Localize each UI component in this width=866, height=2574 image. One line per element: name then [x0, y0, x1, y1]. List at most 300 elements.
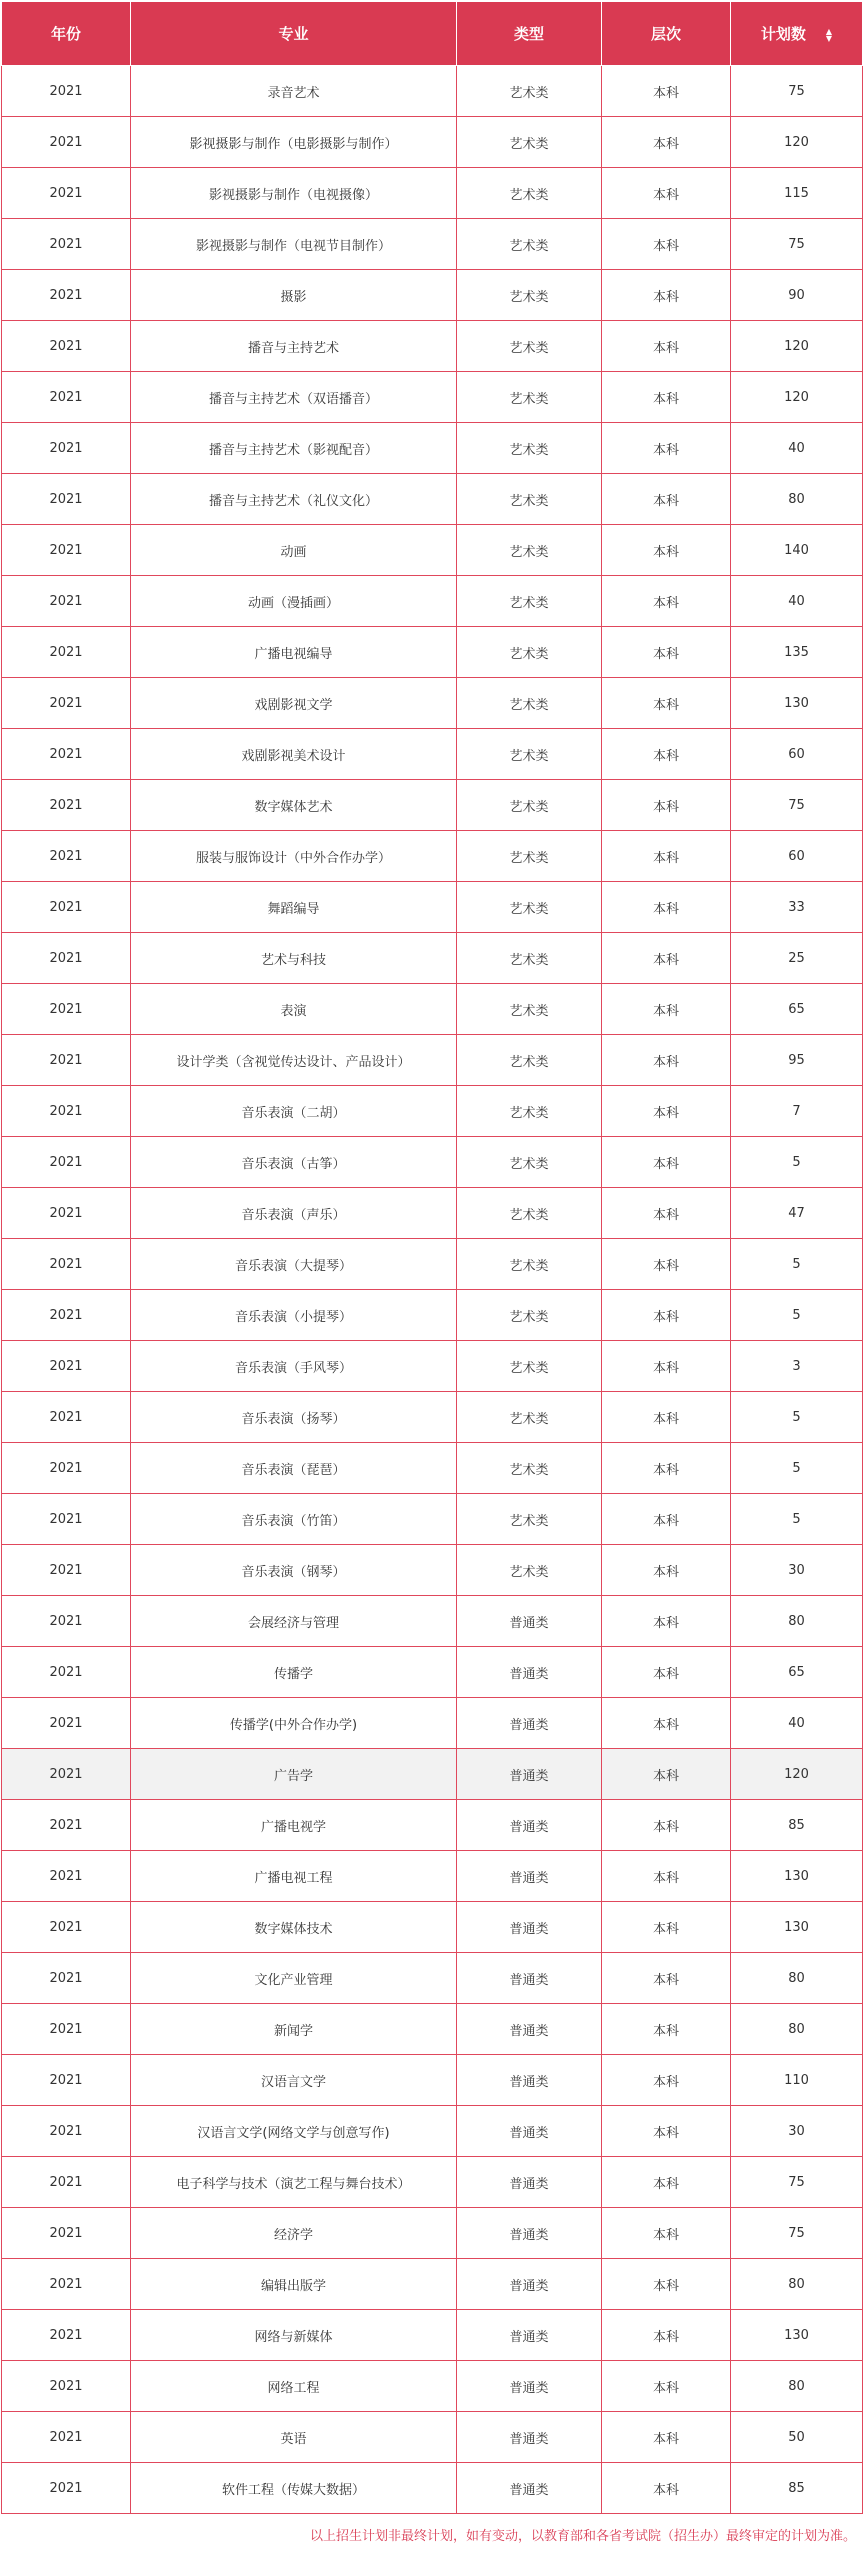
cell-year: 2021	[2, 1902, 131, 1953]
table-row	[2, 1800, 863, 1851]
header-level[interactable]	[602, 2, 731, 66]
cell-type: 艺术类	[457, 780, 602, 831]
table-row	[2, 1392, 863, 1443]
cell-type: 艺术类	[457, 168, 602, 219]
cell-type: 艺术类	[457, 372, 602, 423]
cell-major: 广播电视编导	[131, 627, 457, 678]
cell-plan-count: 5	[731, 1137, 863, 1188]
cell-year: 2021	[2, 1596, 131, 1647]
cell-year: 2021	[2, 1086, 131, 1137]
table-row	[2, 780, 863, 831]
cell-major: 网络与新媒体	[131, 2310, 457, 2361]
table-row	[2, 525, 863, 576]
cell-level: 本科	[602, 882, 731, 933]
cell-level: 本科	[602, 1035, 731, 1086]
cell-major: 影视摄影与制作（电视节目制作）	[131, 219, 457, 270]
cell-major: 传播学	[131, 1647, 457, 1698]
cell-level: 本科	[602, 1239, 731, 1290]
header-major-label: 专业	[278, 25, 309, 43]
cell-plan-count: 60	[731, 831, 863, 882]
cell-major: 汉语言文学	[131, 2055, 457, 2106]
cell-plan-count: 120	[731, 1749, 863, 1800]
cell-type: 艺术类	[457, 1494, 602, 1545]
cell-type: 艺术类	[457, 1188, 602, 1239]
cell-type: 艺术类	[457, 474, 602, 525]
cell-year: 2021	[2, 1494, 131, 1545]
cell-major: 摄影	[131, 270, 457, 321]
cell-major: 音乐表演（声乐）	[131, 1188, 457, 1239]
cell-level: 本科	[602, 627, 731, 678]
cell-level: 本科	[602, 219, 731, 270]
cell-type: 艺术类	[457, 66, 602, 117]
cell-year: 2021	[2, 1953, 131, 2004]
cell-year: 2021	[2, 1188, 131, 1239]
cell-plan-count: 135	[731, 627, 863, 678]
cell-plan-count: 120	[731, 117, 863, 168]
table-row	[2, 2259, 863, 2310]
cell-year: 2021	[2, 219, 131, 270]
cell-level: 本科	[602, 2361, 731, 2412]
cell-plan-count: 120	[731, 321, 863, 372]
cell-level: 本科	[602, 1698, 731, 1749]
cell-major: 传播学(中外合作办学)	[131, 1698, 457, 1749]
cell-major: 动画	[131, 525, 457, 576]
cell-major: 英语	[131, 2412, 457, 2463]
cell-year: 2021	[2, 1392, 131, 1443]
cell-plan-count: 140	[731, 525, 863, 576]
cell-type: 艺术类	[457, 933, 602, 984]
header-type-label: 类型	[513, 25, 544, 43]
cell-major: 动画（漫插画）	[131, 576, 457, 627]
table-row	[2, 627, 863, 678]
cell-level: 本科	[602, 1545, 731, 1596]
table-row	[2, 1698, 863, 1749]
cell-type: 普通类	[457, 1749, 602, 1800]
table-row	[2, 372, 863, 423]
cell-level: 本科	[602, 2055, 731, 2106]
cell-year: 2021	[2, 2361, 131, 2412]
cell-type: 普通类	[457, 1902, 602, 1953]
cell-major: 录音艺术	[131, 66, 457, 117]
cell-year: 2021	[2, 321, 131, 372]
cell-major: 设计学类（含视觉传达设计、产品设计）	[131, 1035, 457, 1086]
table-row	[2, 321, 863, 372]
cell-type: 艺术类	[457, 219, 602, 270]
cell-type: 普通类	[457, 2004, 602, 2055]
table-row	[2, 729, 863, 780]
cell-major: 文化产业管理	[131, 1953, 457, 2004]
cell-level: 本科	[602, 2157, 731, 2208]
cell-type: 艺术类	[457, 1443, 602, 1494]
cell-level: 本科	[602, 1800, 731, 1851]
cell-plan-count: 80	[731, 474, 863, 525]
cell-level: 本科	[602, 321, 731, 372]
table-row	[2, 1086, 863, 1137]
cell-level: 本科	[602, 1647, 731, 1698]
cell-level: 本科	[602, 525, 731, 576]
cell-plan-count: 40	[731, 576, 863, 627]
cell-level: 本科	[602, 168, 731, 219]
table-row	[2, 2106, 863, 2157]
cell-year: 2021	[2, 780, 131, 831]
cell-major: 表演	[131, 984, 457, 1035]
sort-arrows-icon[interactable]: ▲ ▼	[825, 26, 833, 43]
cell-year: 2021	[2, 882, 131, 933]
cell-year: 2021	[2, 2055, 131, 2106]
cell-plan-count: 30	[731, 2106, 863, 2157]
cell-type: 艺术类	[457, 423, 602, 474]
cell-type: 普通类	[457, 2412, 602, 2463]
table-row	[2, 2208, 863, 2259]
cell-plan-count: 130	[731, 678, 863, 729]
table-row	[2, 2463, 863, 2514]
cell-year: 2021	[2, 270, 131, 321]
cell-plan-count: 40	[731, 1698, 863, 1749]
cell-year: 2021	[2, 1239, 131, 1290]
table-row	[2, 576, 863, 627]
table-row	[2, 1494, 863, 1545]
table-row	[2, 1749, 863, 1800]
enrollment-plan-table	[1, 1, 863, 2514]
cell-type: 普通类	[457, 2157, 602, 2208]
cell-plan-count: 75	[731, 66, 863, 117]
cell-level: 本科	[602, 1494, 731, 1545]
cell-major: 音乐表演（古筝）	[131, 1137, 457, 1188]
cell-year: 2021	[2, 2208, 131, 2259]
cell-year: 2021	[2, 729, 131, 780]
cell-level: 本科	[602, 1902, 731, 1953]
cell-level: 本科	[602, 1137, 731, 1188]
cell-major: 音乐表演（大提琴）	[131, 1239, 457, 1290]
cell-plan-count: 95	[731, 1035, 863, 1086]
cell-type: 艺术类	[457, 831, 602, 882]
cell-year: 2021	[2, 1341, 131, 1392]
table-header-row	[2, 2, 863, 66]
cell-plan-count: 40	[731, 423, 863, 474]
table-row	[2, 474, 863, 525]
table-row	[2, 270, 863, 321]
cell-year: 2021	[2, 2157, 131, 2208]
cell-major: 数字媒体技术	[131, 1902, 457, 1953]
cell-plan-count: 80	[731, 2004, 863, 2055]
cell-year: 2021	[2, 1443, 131, 1494]
cell-type: 艺术类	[457, 576, 602, 627]
cell-major: 音乐表演（小提琴）	[131, 1290, 457, 1341]
cell-major: 广播电视工程	[131, 1851, 457, 1902]
cell-year: 2021	[2, 1851, 131, 1902]
cell-type: 普通类	[457, 1647, 602, 1698]
table-row	[2, 1035, 863, 1086]
table-row	[2, 678, 863, 729]
cell-major: 音乐表演（琵琶）	[131, 1443, 457, 1494]
cell-major: 戏剧影视美术设计	[131, 729, 457, 780]
cell-plan-count: 110	[731, 2055, 863, 2106]
cell-type: 艺术类	[457, 1137, 602, 1188]
table-row	[2, 2361, 863, 2412]
table-row	[2, 984, 863, 1035]
cell-plan-count: 5	[731, 1239, 863, 1290]
cell-major: 网络工程	[131, 2361, 457, 2412]
cell-year: 2021	[2, 2310, 131, 2361]
cell-type: 普通类	[457, 1953, 602, 2004]
table-row	[2, 1953, 863, 2004]
cell-plan-count: 80	[731, 1953, 863, 2004]
cell-level: 本科	[602, 678, 731, 729]
cell-plan-count: 115	[731, 168, 863, 219]
cell-level: 本科	[602, 2004, 731, 2055]
cell-level: 本科	[602, 1290, 731, 1341]
cell-plan-count: 3	[731, 1341, 863, 1392]
cell-type: 普通类	[457, 2106, 602, 2157]
cell-type: 普通类	[457, 2310, 602, 2361]
cell-level: 本科	[602, 2310, 731, 2361]
table-row	[2, 1647, 863, 1698]
cell-year: 2021	[2, 168, 131, 219]
cell-major: 音乐表演（扬琴）	[131, 1392, 457, 1443]
cell-level: 本科	[602, 576, 731, 627]
cell-year: 2021	[2, 474, 131, 525]
cell-year: 2021	[2, 984, 131, 1035]
table-row	[2, 1188, 863, 1239]
table-row	[2, 1545, 863, 1596]
cell-major: 服装与服饰设计（中外合作办学）	[131, 831, 457, 882]
cell-major: 戏剧影视文学	[131, 678, 457, 729]
table-row	[2, 1443, 863, 1494]
cell-level: 本科	[602, 1443, 731, 1494]
cell-major: 新闻学	[131, 2004, 457, 2055]
header-level-label: 层次	[650, 25, 681, 43]
cell-plan-count: 80	[731, 2361, 863, 2412]
cell-type: 艺术类	[457, 117, 602, 168]
cell-major: 电子科学与技术（演艺工程与舞台技术）	[131, 2157, 457, 2208]
table-row	[2, 2055, 863, 2106]
cell-year: 2021	[2, 2412, 131, 2463]
cell-plan-count: 75	[731, 219, 863, 270]
cell-type: 艺术类	[457, 1035, 602, 1086]
cell-plan-count: 5	[731, 1290, 863, 1341]
header-type[interactable]	[457, 2, 602, 66]
cell-level: 本科	[602, 474, 731, 525]
cell-type: 普通类	[457, 2361, 602, 2412]
cell-level: 本科	[602, 1596, 731, 1647]
cell-level: 本科	[602, 1341, 731, 1392]
cell-type: 艺术类	[457, 270, 602, 321]
cell-major: 数字媒体艺术	[131, 780, 457, 831]
cell-level: 本科	[602, 1749, 731, 1800]
cell-year: 2021	[2, 1545, 131, 1596]
cell-level: 本科	[602, 1392, 731, 1443]
cell-major: 影视摄影与制作（电影摄影与制作）	[131, 117, 457, 168]
cell-major: 经济学	[131, 2208, 457, 2259]
table-row	[2, 423, 863, 474]
cell-year: 2021	[2, 831, 131, 882]
cell-type: 普通类	[457, 2208, 602, 2259]
cell-type: 普通类	[457, 1596, 602, 1647]
table-row	[2, 1851, 863, 1902]
table-body	[2, 66, 863, 2514]
cell-level: 本科	[602, 1188, 731, 1239]
cell-major: 广告学	[131, 1749, 457, 1800]
header-year[interactable]	[2, 2, 131, 66]
cell-plan-count: 80	[731, 1596, 863, 1647]
cell-level: 本科	[602, 372, 731, 423]
table-row	[2, 2004, 863, 2055]
cell-year: 2021	[2, 2106, 131, 2157]
cell-plan-count: 25	[731, 933, 863, 984]
header-plan-count-label: 计划数	[760, 25, 806, 43]
cell-year: 2021	[2, 1698, 131, 1749]
cell-type: 普通类	[457, 1800, 602, 1851]
cell-type: 艺术类	[457, 525, 602, 576]
cell-plan-count: 65	[731, 1647, 863, 1698]
cell-plan-count: 47	[731, 1188, 863, 1239]
cell-level: 本科	[602, 2412, 731, 2463]
cell-year: 2021	[2, 933, 131, 984]
cell-type: 普通类	[457, 1698, 602, 1749]
cell-year: 2021	[2, 2463, 131, 2514]
cell-year: 2021	[2, 117, 131, 168]
header-year-label: 年份	[50, 25, 81, 43]
cell-year: 2021	[2, 576, 131, 627]
cell-plan-count: 130	[731, 2310, 863, 2361]
cell-level: 本科	[602, 780, 731, 831]
cell-plan-count: 75	[731, 2208, 863, 2259]
cell-year: 2021	[2, 2004, 131, 2055]
cell-type: 艺术类	[457, 678, 602, 729]
cell-level: 本科	[602, 1851, 731, 1902]
cell-year: 2021	[2, 1647, 131, 1698]
table-row	[2, 2412, 863, 2463]
cell-year: 2021	[2, 1800, 131, 1851]
cell-year: 2021	[2, 1749, 131, 1800]
cell-major: 广播电视学	[131, 1800, 457, 1851]
cell-year: 2021	[2, 1290, 131, 1341]
table-row	[2, 219, 863, 270]
cell-year: 2021	[2, 678, 131, 729]
cell-plan-count: 85	[731, 1800, 863, 1851]
cell-level: 本科	[602, 729, 731, 780]
table-row	[2, 1341, 863, 1392]
cell-plan-count: 5	[731, 1392, 863, 1443]
cell-year: 2021	[2, 66, 131, 117]
cell-level: 本科	[602, 933, 731, 984]
cell-major: 音乐表演（钢琴）	[131, 1545, 457, 1596]
cell-level: 本科	[602, 2259, 731, 2310]
cell-type: 艺术类	[457, 627, 602, 678]
cell-year: 2021	[2, 2259, 131, 2310]
cell-major: 播音与主持艺术	[131, 321, 457, 372]
cell-plan-count: 130	[731, 1902, 863, 1953]
cell-plan-count: 65	[731, 984, 863, 1035]
cell-plan-count: 60	[731, 729, 863, 780]
cell-plan-count: 5	[731, 1494, 863, 1545]
cell-type: 艺术类	[457, 882, 602, 933]
cell-level: 本科	[602, 1953, 731, 2004]
cell-plan-count: 33	[731, 882, 863, 933]
cell-year: 2021	[2, 372, 131, 423]
cell-major: 编辑出版学	[131, 2259, 457, 2310]
cell-type: 艺术类	[457, 1086, 602, 1137]
cell-level: 本科	[602, 66, 731, 117]
cell-type: 普通类	[457, 2055, 602, 2106]
cell-plan-count: 7	[731, 1086, 863, 1137]
cell-type: 普通类	[457, 2259, 602, 2310]
cell-major: 音乐表演（手风琴）	[131, 1341, 457, 1392]
cell-level: 本科	[602, 117, 731, 168]
table-row	[2, 168, 863, 219]
cell-major: 舞蹈编导	[131, 882, 457, 933]
table-row	[2, 1290, 863, 1341]
table-row	[2, 2157, 863, 2208]
cell-major: 汉语言文学(网络文学与创意写作)	[131, 2106, 457, 2157]
cell-level: 本科	[602, 2106, 731, 2157]
cell-type: 艺术类	[457, 729, 602, 780]
cell-year: 2021	[2, 1035, 131, 1086]
cell-major: 播音与主持艺术（双语播音）	[131, 372, 457, 423]
cell-plan-count: 120	[731, 372, 863, 423]
cell-type: 普通类	[457, 1851, 602, 1902]
cell-plan-count: 5	[731, 1443, 863, 1494]
cell-level: 本科	[602, 1086, 731, 1137]
cell-year: 2021	[2, 1137, 131, 1188]
table-row	[2, 1902, 863, 1953]
cell-major: 软件工程（传媒大数据）	[131, 2463, 457, 2514]
cell-level: 本科	[602, 984, 731, 1035]
cell-level: 本科	[602, 2208, 731, 2259]
header-plan-count[interactable]	[731, 2, 863, 66]
cell-major: 播音与主持艺术（礼仪文化）	[131, 474, 457, 525]
cell-type: 艺术类	[457, 321, 602, 372]
table-row	[2, 2310, 863, 2361]
cell-type: 艺术类	[457, 1545, 602, 1596]
cell-major: 音乐表演（竹笛）	[131, 1494, 457, 1545]
cell-plan-count: 80	[731, 2259, 863, 2310]
cell-major: 音乐表演（二胡）	[131, 1086, 457, 1137]
cell-type: 艺术类	[457, 1239, 602, 1290]
cell-year: 2021	[2, 423, 131, 474]
table-row	[2, 882, 863, 933]
cell-plan-count: 90	[731, 270, 863, 321]
cell-plan-count: 75	[731, 2157, 863, 2208]
table-row	[2, 1137, 863, 1188]
cell-type: 艺术类	[457, 1290, 602, 1341]
cell-major: 艺术与科技	[131, 933, 457, 984]
table-row	[2, 831, 863, 882]
cell-year: 2021	[2, 525, 131, 576]
cell-type: 普通类	[457, 2463, 602, 2514]
cell-type: 艺术类	[457, 1341, 602, 1392]
header-major[interactable]	[131, 2, 457, 66]
cell-year: 2021	[2, 627, 131, 678]
cell-type: 艺术类	[457, 1392, 602, 1443]
cell-plan-count: 75	[731, 780, 863, 831]
cell-plan-count: 30	[731, 1545, 863, 1596]
footnote: 以上招生计划非最终计划，如有变动，以教育部和各省考试院（招生办）最终审定的计划为准。	[309, 2529, 856, 2544]
cell-plan-count: 130	[731, 1851, 863, 1902]
table-row	[2, 66, 863, 117]
cell-level: 本科	[602, 270, 731, 321]
cell-major: 影视摄影与制作（电视摄像）	[131, 168, 457, 219]
cell-level: 本科	[602, 2463, 731, 2514]
cell-plan-count: 85	[731, 2463, 863, 2514]
cell-plan-count: 50	[731, 2412, 863, 2463]
cell-major: 会展经济与管理	[131, 1596, 457, 1647]
table-row	[2, 1596, 863, 1647]
cell-level: 本科	[602, 831, 731, 882]
table-row	[2, 1239, 863, 1290]
table-row	[2, 117, 863, 168]
cell-level: 本科	[602, 423, 731, 474]
